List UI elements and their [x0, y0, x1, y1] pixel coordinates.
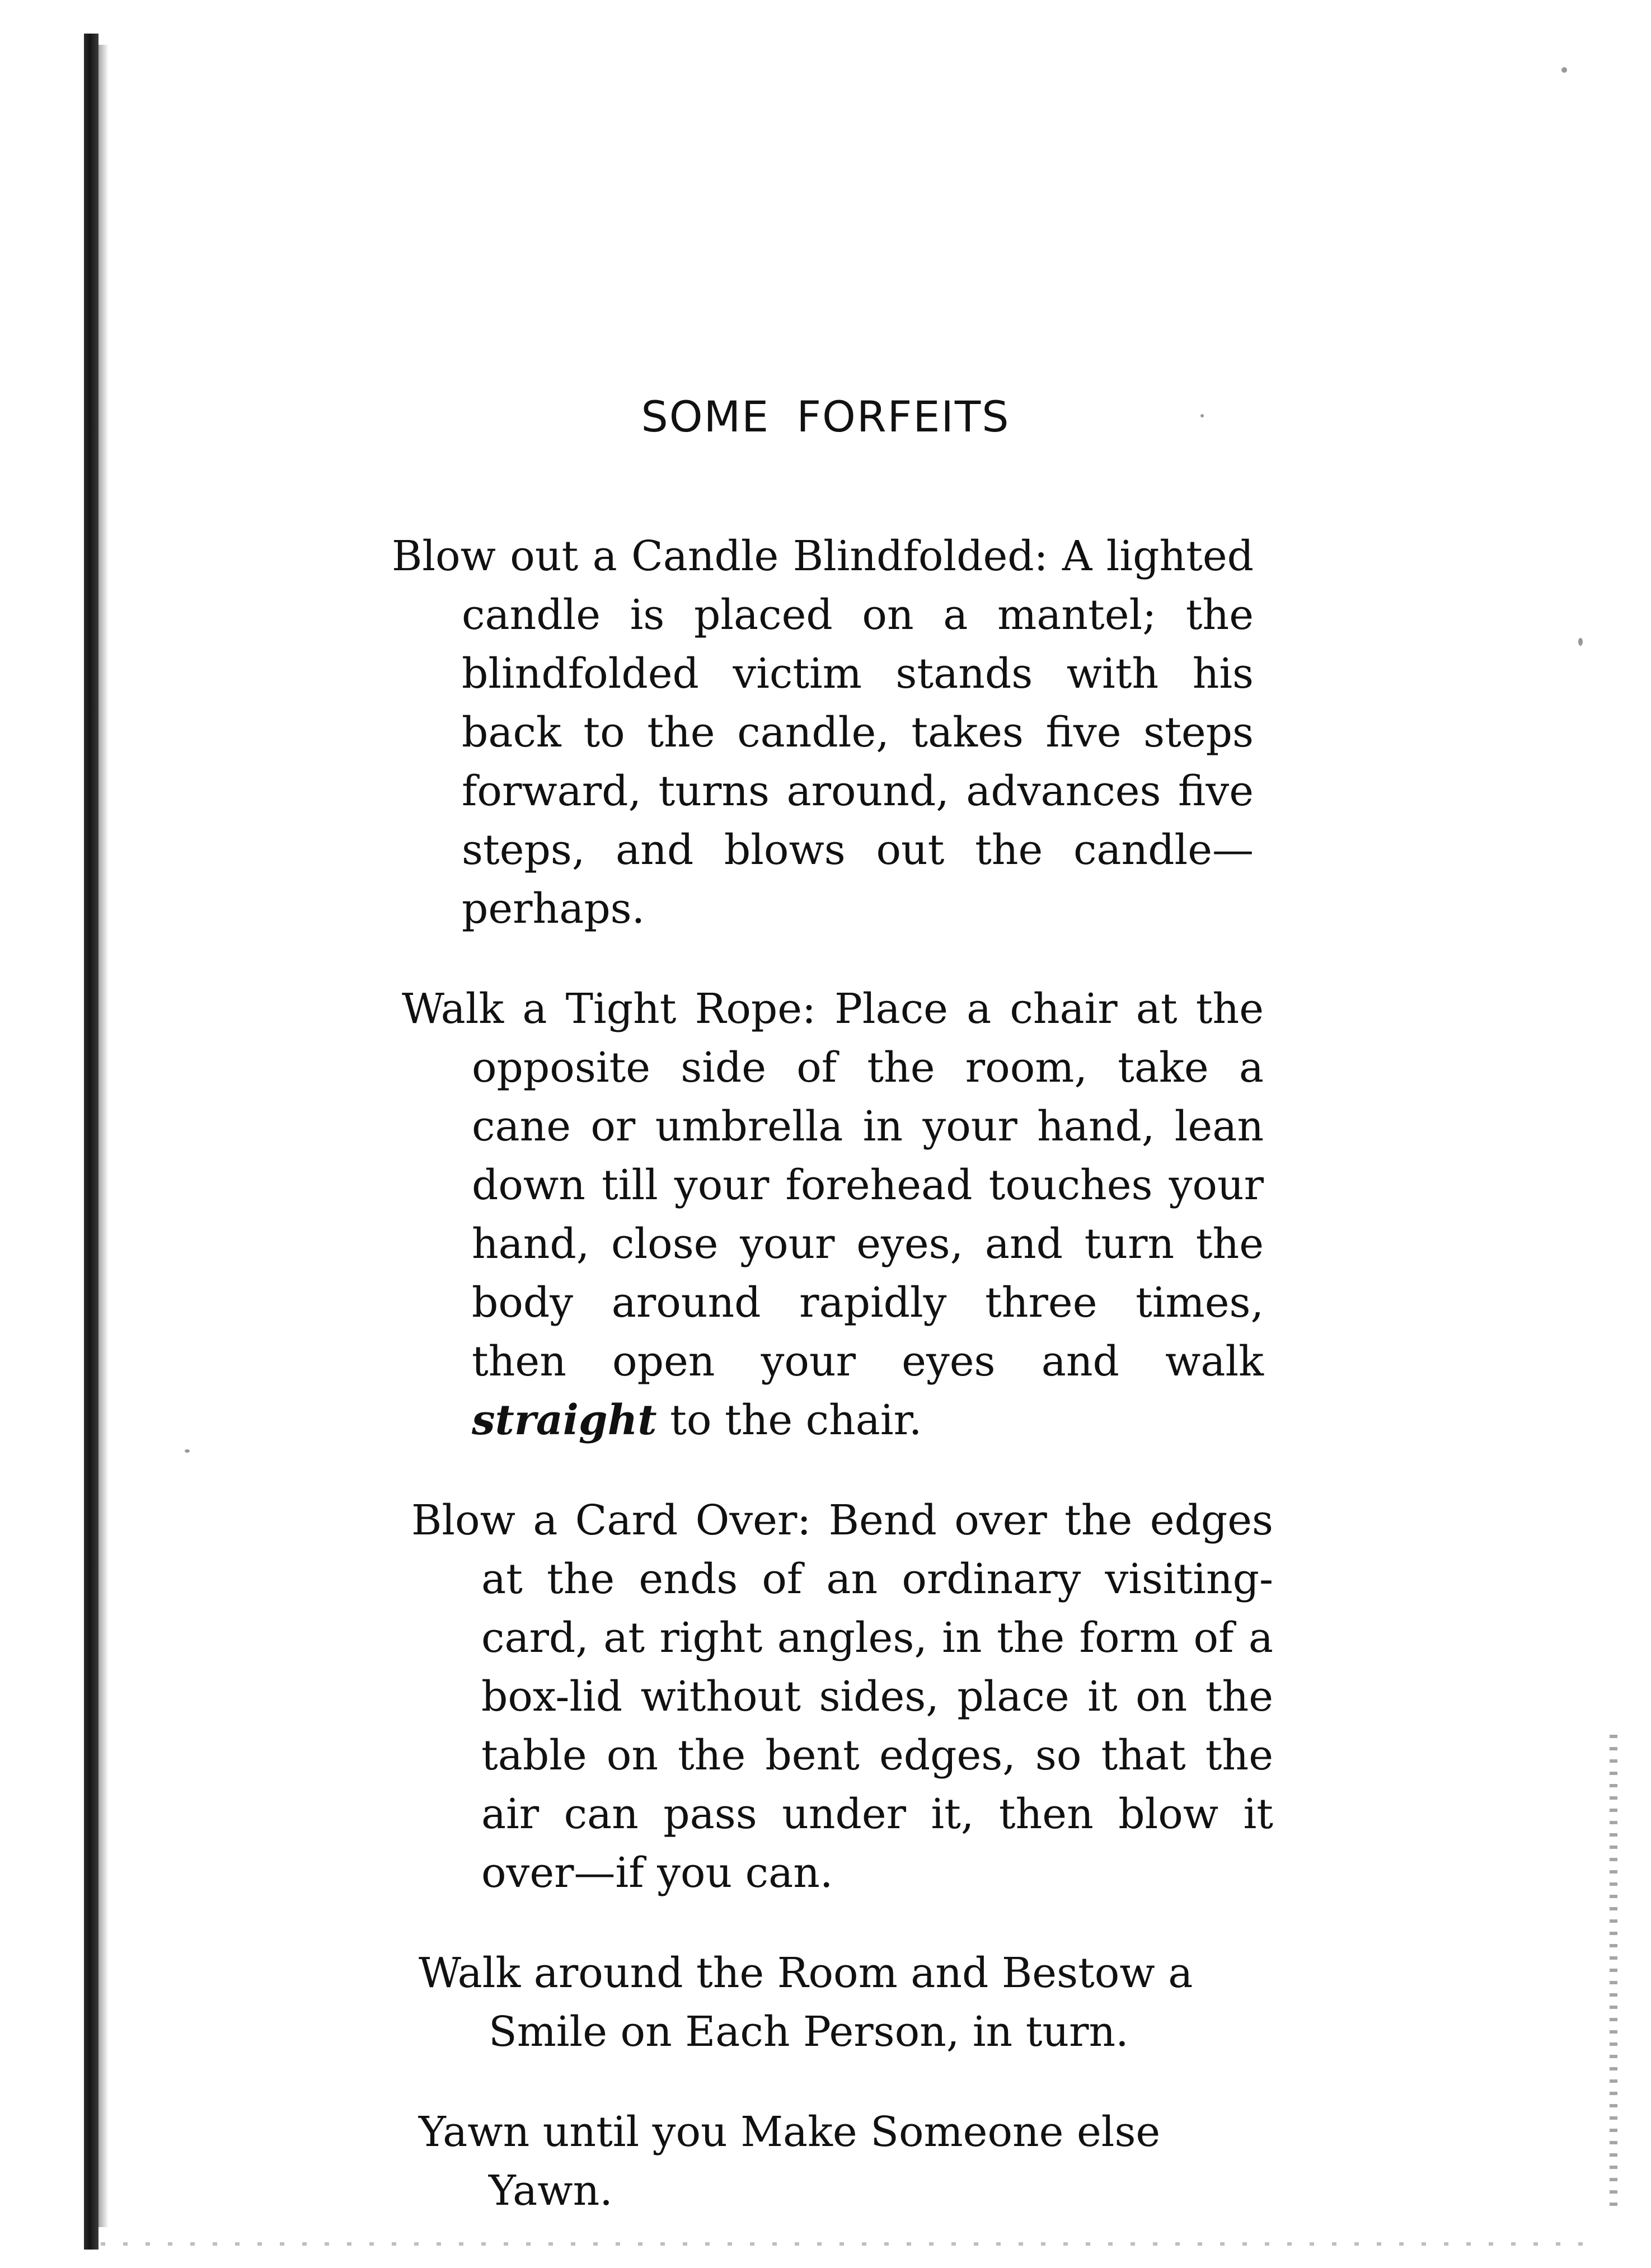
forfeit-description-part: to the chair.	[670, 1396, 922, 1444]
forfeit-term: Blow out a Candle Blindfolded:	[392, 532, 1048, 580]
page-bottom-edge	[101, 2242, 1595, 2246]
forfeit-term: Walk a Tight Rope:	[402, 985, 816, 1033]
forfeit-description: A lighted candle is placed on a mantel; the blindfolded victim stands with his back to the candle, takes five steps forward, turns around, advances five steps, and blows out the candle—perhaps.	[462, 532, 1254, 933]
forfeit-description	[472, 985, 1264, 1444]
forfeit-entry: Walk around the Room and Bestow a Smile on Each Person, in turn.	[419, 1949, 1193, 2056]
forfeit-entry	[392, 527, 1254, 938]
scan-speckle	[1561, 67, 1567, 73]
page-title: SOME FORFEITS	[641, 392, 1010, 442]
forfeit-description-part: Place a chair at the opposite side of the room, take a cane or umbrella in your hand, lean down till your forehead touches your hand, close your eyes, and turn the body around rapidly three times, then open your eyes and walk	[472, 985, 1264, 1386]
forfeit-entry	[402, 980, 1264, 1450]
forfeit-description-emphasis: straight	[472, 1396, 657, 1444]
forfeit-description: Bend over the edges at the ends of an ordinary visiting-card, at right angles, in the form of a box-lid without sides, place it on the table on the bent edges, so that the air can pass under it, then blow it over—if you can.	[481, 1496, 1273, 1897]
forfeit-term: Blow a Card Over:	[411, 1496, 812, 1544]
forfeit-entry	[411, 1491, 1273, 1903]
forfeit-list	[0, 486, 1651, 2220]
forfeit-entry: Yawn until you Make Someone else Yawn.	[419, 2108, 1161, 2215]
